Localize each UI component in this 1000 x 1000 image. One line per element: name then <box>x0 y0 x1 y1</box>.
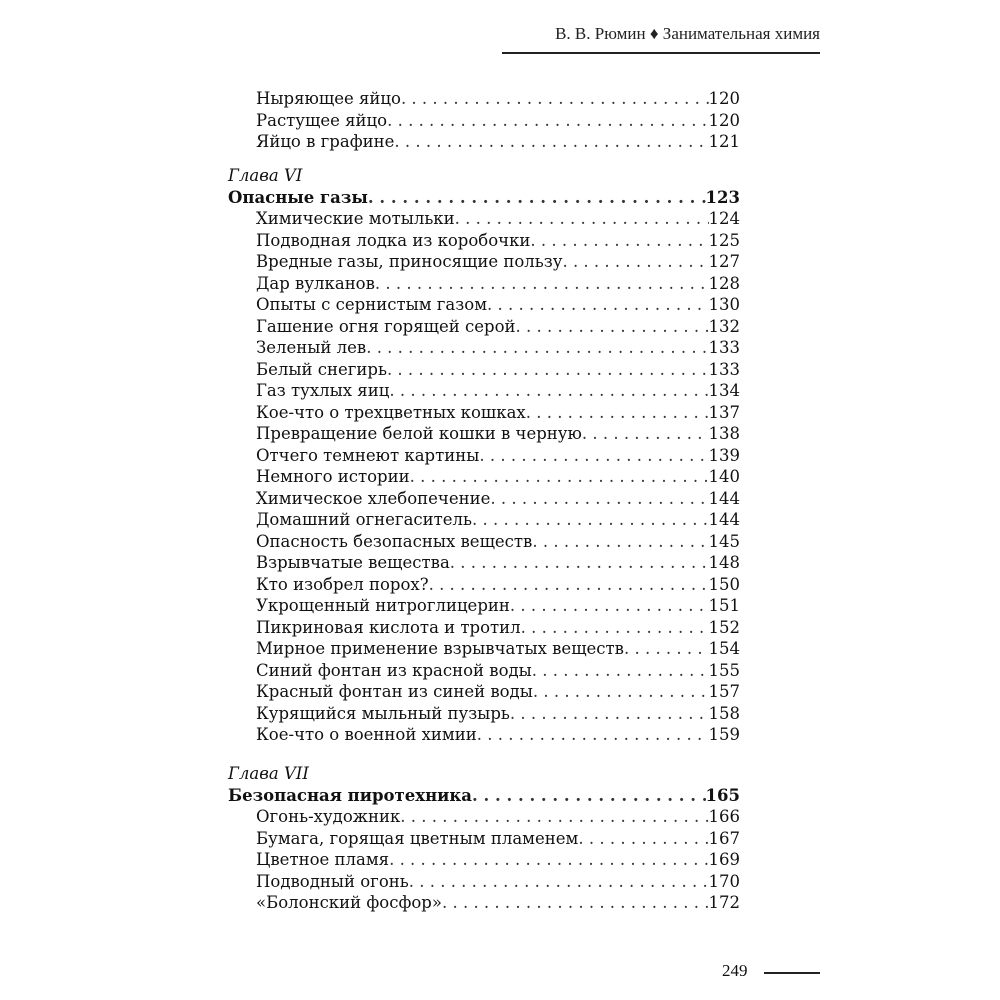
toc-entry-title: Растущее яйцо <box>256 110 388 130</box>
toc-entry <box>256 402 740 424</box>
leader-dots <box>409 871 709 893</box>
toc-entry <box>256 660 740 682</box>
leader-dots <box>533 681 709 703</box>
leader-dots <box>479 445 708 467</box>
running-header: В. В. Рюмин ♦ Занимательная химия <box>555 24 820 43</box>
leader-dots <box>490 488 708 510</box>
toc-entry <box>256 380 740 402</box>
toc-entry-page: 144 <box>708 510 740 529</box>
toc-entry-title: Газ тухлых яиц <box>256 381 390 400</box>
toc-entry-page: 170 <box>708 871 740 891</box>
toc-entry-title: Яйцо в графине <box>256 132 395 151</box>
toc-entry-page: 167 <box>708 828 740 848</box>
leader-dots <box>562 251 708 273</box>
toc-chapter-heading <box>228 187 740 209</box>
toc-entry-title: Немного истории <box>256 467 410 486</box>
toc-entry-title: Превращение белой кошки в черную <box>256 424 582 443</box>
toc-entry-page: 157 <box>708 682 740 701</box>
toc-entry <box>256 294 740 316</box>
toc-entry <box>256 828 740 850</box>
leader-dots <box>401 88 709 110</box>
toc-entry-page: 158 <box>708 703 740 723</box>
header-rule <box>502 52 820 54</box>
toc-entry-page: 120 <box>708 89 740 108</box>
toc-entry <box>256 251 740 273</box>
leader-dots <box>516 316 709 338</box>
leader-dots <box>578 828 708 850</box>
toc-entry-page: 140 <box>708 467 740 486</box>
footer-rule <box>764 972 820 974</box>
toc-entry-page: 159 <box>708 725 740 744</box>
toc-entry-title: Красный фонтан из синей воды <box>256 682 533 701</box>
toc-entry-title: Ныряющее яйцо <box>256 89 401 108</box>
toc-entry-title: Опыты с сернистым газом <box>256 295 488 314</box>
toc-entry-page: 150 <box>708 574 740 594</box>
toc-entry <box>256 617 740 639</box>
page-number: 249 <box>722 961 748 980</box>
leader-dots <box>477 724 709 746</box>
toc-entry-page: 124 <box>708 209 740 228</box>
toc-entry <box>256 531 740 553</box>
leader-dots <box>375 273 709 295</box>
toc-entry-page: 132 <box>708 316 740 336</box>
toc-entry-page: 127 <box>708 252 740 271</box>
toc-entry-page: 155 <box>708 660 740 680</box>
toc-entry-page: 125 <box>708 230 740 250</box>
leader-dots <box>400 806 708 828</box>
toc-entry <box>256 574 740 596</box>
toc-entry <box>256 230 740 252</box>
leader-dots <box>387 359 709 381</box>
leader-dots <box>389 380 708 402</box>
chapter-label: Глава VII <box>228 764 309 783</box>
chapter-label: Глава VI <box>228 166 303 185</box>
leader-dots <box>532 531 708 553</box>
leader-dots <box>368 187 706 209</box>
leader-dots <box>510 595 709 617</box>
leader-dots <box>521 617 709 639</box>
toc-entry-page: 151 <box>708 596 740 615</box>
toc-entry <box>256 806 740 828</box>
toc-entry <box>256 359 740 381</box>
toc-entry-page: 133 <box>708 338 740 357</box>
leader-dots <box>487 294 708 316</box>
toc-entry-page: 133 <box>708 359 740 379</box>
leader-dots <box>429 574 709 596</box>
leader-dots <box>442 892 709 914</box>
toc-entry-page: 145 <box>708 531 740 551</box>
toc-entry <box>256 892 740 914</box>
toc-entry <box>256 724 740 746</box>
toc-entry <box>256 466 740 488</box>
toc-entry-title: Подводный огонь <box>256 871 409 891</box>
toc-entry <box>256 552 740 574</box>
toc-entry-page: 148 <box>708 553 740 572</box>
leader-dots <box>624 638 709 660</box>
toc-entry-page: 139 <box>708 445 740 465</box>
toc-entry-page: 165 <box>705 785 740 805</box>
toc-entry-page: 138 <box>708 424 740 443</box>
toc-entry <box>256 703 740 725</box>
toc-entry-title: Мирное применение взрывчатых веществ <box>256 639 624 658</box>
toc-entry-page: 130 <box>708 295 740 314</box>
toc-entry-title: Взрывчатые вещества <box>256 553 450 572</box>
leader-dots <box>394 131 708 153</box>
leader-dots <box>526 402 709 424</box>
leader-dots <box>389 849 708 871</box>
toc-entry-title: Безопасная пиротехника <box>228 785 472 805</box>
toc-entry-title: Пикриновая кислота и тротил <box>256 617 521 637</box>
toc-entry-title: Опасные газы <box>228 187 368 207</box>
toc-entry-title: Химические мотыльки <box>256 209 455 228</box>
toc-entry-title: Укрощенный нитроглицерин <box>256 596 510 615</box>
toc-entry-page: 137 <box>708 402 740 422</box>
toc-entry-title: Гашение огня горящей серой <box>256 316 516 336</box>
leader-dots <box>450 552 709 574</box>
toc-entry <box>256 445 740 467</box>
toc-entry <box>256 871 740 893</box>
toc-entry <box>256 208 740 230</box>
toc-entry <box>256 337 740 359</box>
toc-chapter-heading <box>228 785 740 807</box>
toc-entry <box>256 316 740 338</box>
toc-entry-page: 128 <box>708 273 740 293</box>
toc-entry <box>256 273 740 295</box>
toc-entry-title: Домашний огнегаситель <box>256 510 473 529</box>
toc-entry <box>256 488 740 510</box>
toc-entry-title: Подводная лодка из коробочки <box>256 230 531 250</box>
toc-entry-title: Дар вулканов <box>256 273 375 293</box>
toc-entry-page: 121 <box>708 132 740 151</box>
toc-entry-title: Огонь-художник <box>256 807 401 826</box>
toc-entry-title: Химическое хлебопечение <box>256 488 491 508</box>
toc-entry-title: Белый снегирь <box>256 359 387 379</box>
toc-entry <box>256 595 740 617</box>
toc-entry-page: 120 <box>708 110 740 130</box>
toc-entry-page: 144 <box>708 488 740 508</box>
leader-dots <box>472 509 708 531</box>
toc-entry-title: Кое-что о трехцветных кошках <box>256 402 526 422</box>
leader-dots <box>510 703 709 725</box>
toc-entry-page: 172 <box>708 893 740 912</box>
toc-entry-page: 123 <box>705 187 740 207</box>
leader-dots <box>387 110 708 132</box>
leader-dots <box>532 660 709 682</box>
toc-entry <box>256 509 740 531</box>
toc-entry-page: 169 <box>708 850 740 869</box>
leader-dots <box>455 208 709 230</box>
toc-entry <box>256 88 740 110</box>
toc-entry <box>256 638 740 660</box>
toc-entry-title: Курящийся мыльный пузырь <box>256 703 510 723</box>
toc-entry-title: Кто изобрел порох? <box>256 574 429 594</box>
toc-entry-title: Отчего темнеют картины <box>256 445 480 465</box>
toc-entry-page: 166 <box>708 807 740 826</box>
toc-entry-page: 152 <box>708 617 740 637</box>
toc-entry <box>256 423 740 445</box>
toc-entry-title: Вредные газы, приносящие пользу <box>256 252 563 271</box>
toc-entry-page: 134 <box>708 381 740 400</box>
toc-entry-title: «Болонский фосфор» <box>256 893 442 912</box>
leader-dots <box>366 337 708 359</box>
toc-entry <box>256 849 740 871</box>
toc-entry-title: Цветное пламя <box>256 850 390 869</box>
toc-entry <box>256 110 740 132</box>
toc-entry-title: Зеленый лев <box>256 338 367 357</box>
toc-entry-title: Синий фонтан из красной воды <box>256 660 532 680</box>
toc-entry-title: Бумага, горящая цветным пламенем <box>256 828 579 848</box>
leader-dots <box>530 230 708 252</box>
toc-entry-page: 154 <box>708 639 740 658</box>
toc-entry-title: Кое-что о военной химии <box>256 725 477 744</box>
toc-entry <box>256 681 740 703</box>
leader-dots <box>582 423 709 445</box>
toc-entry-title: Опасность безопасных веществ <box>256 531 533 551</box>
leader-dots <box>410 466 709 488</box>
toc-entry <box>256 131 740 153</box>
leader-dots <box>472 785 706 807</box>
